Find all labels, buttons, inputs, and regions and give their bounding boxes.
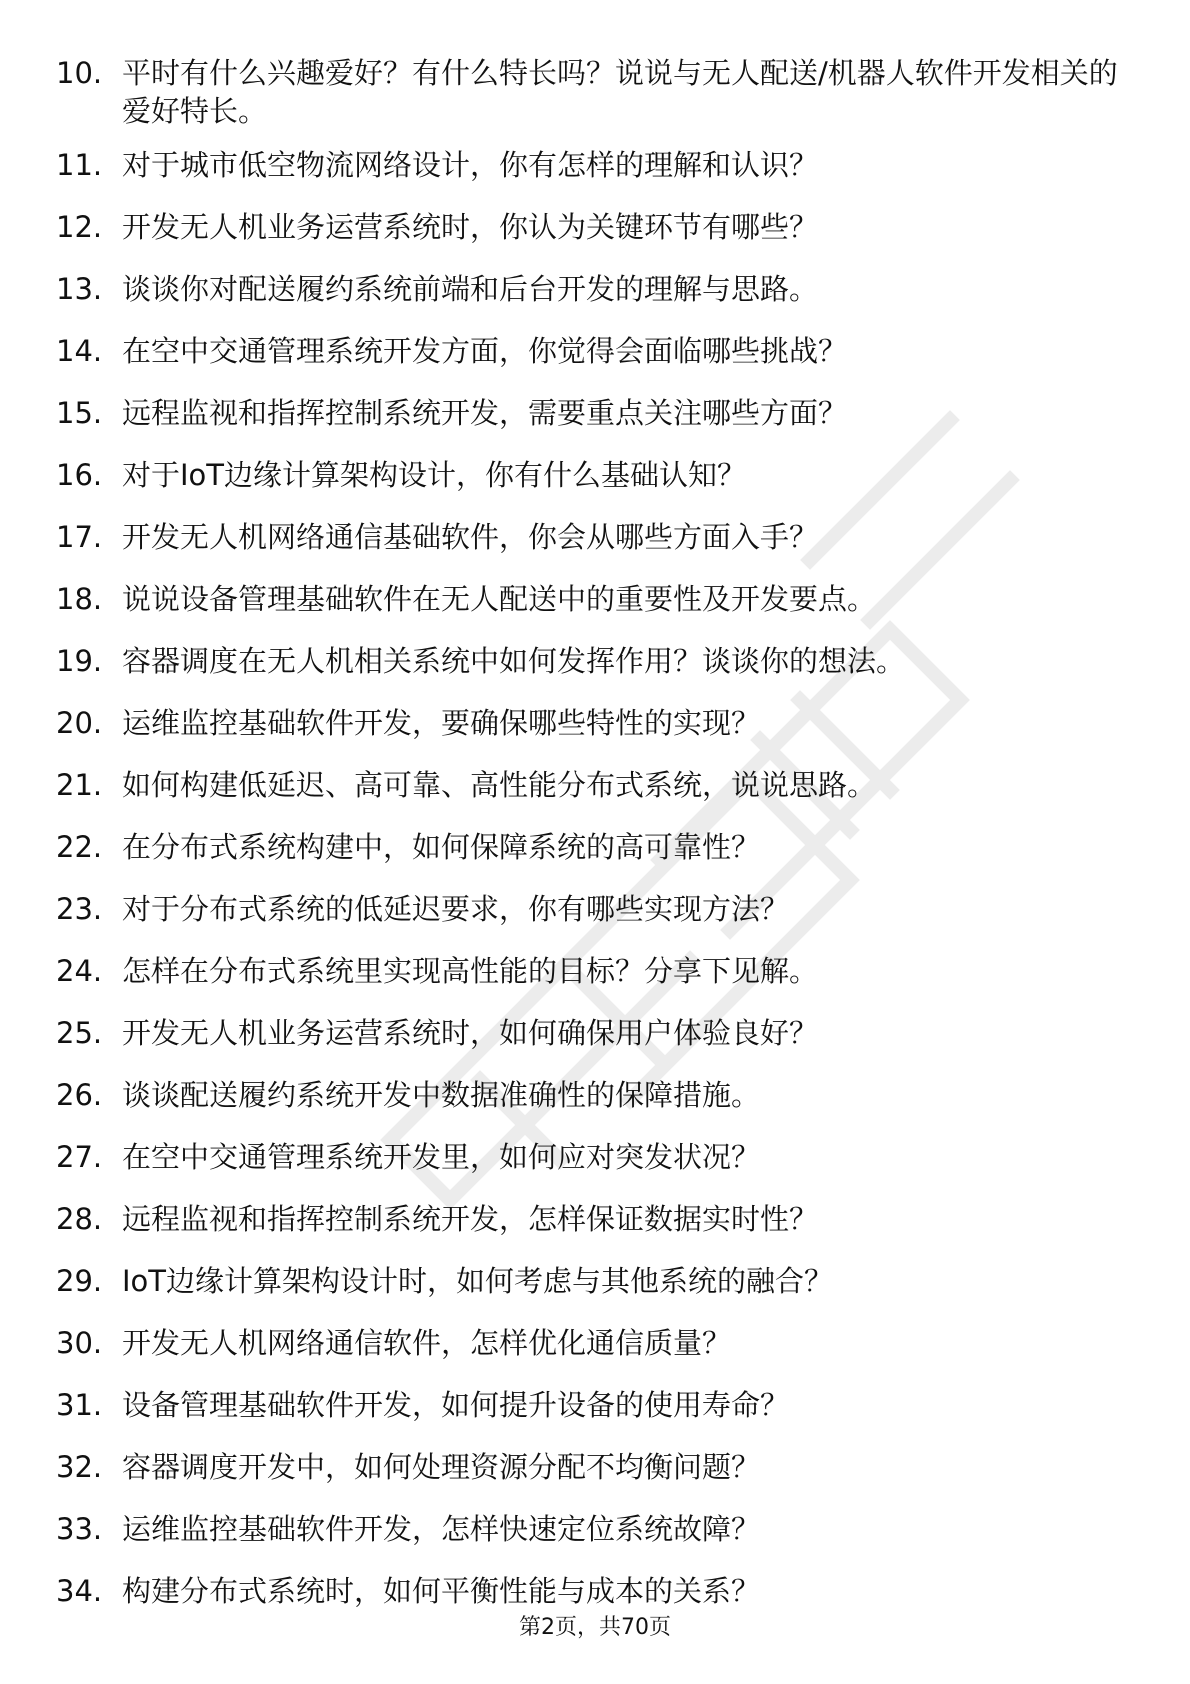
question-number: 12. xyxy=(56,210,103,244)
question-item xyxy=(56,394,1136,432)
question-number: 32. xyxy=(56,1450,103,1484)
question-number: 25. xyxy=(56,1016,103,1050)
question-item xyxy=(56,208,1136,246)
question-item xyxy=(56,704,1136,742)
question-item xyxy=(56,1014,1136,1052)
question-text: 怎样在分布式系统里实现高性能的目标？分享下见解。 xyxy=(122,954,819,988)
question-item xyxy=(56,54,1136,130)
question-text: 构建分布式系统时，如何平衡性能与成本的关系？ xyxy=(122,1574,761,1608)
question-number: 11. xyxy=(56,148,103,182)
question-text: 对于IoT边缘计算架构设计，你有什么基础认知？ xyxy=(122,458,747,492)
question-number: 21. xyxy=(56,768,103,802)
question-item xyxy=(56,1200,1136,1238)
question-item xyxy=(56,1324,1136,1362)
question-item xyxy=(56,1510,1136,1548)
question-text: 在空中交通管理系统开发里，如何应对突发状况？ xyxy=(122,1140,761,1174)
question-list xyxy=(56,54,1136,1634)
question-number: 30. xyxy=(56,1326,103,1360)
question-item xyxy=(56,518,1136,556)
question-item xyxy=(56,1448,1136,1486)
question-item xyxy=(56,1572,1136,1610)
question-text: 谈谈你对配送履约系统前端和后台开发的理解与思路。 xyxy=(122,272,819,306)
question-item xyxy=(56,828,1136,866)
question-number: 22. xyxy=(56,830,103,864)
question-text: 在空中交通管理系统开发方面，你觉得会面临哪些挑战？ xyxy=(122,334,848,368)
question-number: 28. xyxy=(56,1202,103,1236)
question-text: 开发无人机网络通信基础软件，你会从哪些方面入手？ xyxy=(122,520,819,554)
page-indicator: 第2页，共70页 xyxy=(519,1615,671,1640)
question-number: 13. xyxy=(56,272,103,306)
question-item xyxy=(56,642,1136,680)
question-text: 远程监视和指挥控制系统开发，需要重点关注哪些方面？ xyxy=(122,396,848,430)
question-text: 开发无人机网络通信软件，怎样优化通信质量？ xyxy=(122,1326,732,1360)
question-item xyxy=(56,1138,1136,1176)
question-text: 设备管理基础软件开发，如何提升设备的使用寿命？ xyxy=(122,1388,790,1422)
question-number: 15. xyxy=(56,396,103,430)
question-item xyxy=(56,580,1136,618)
question-item xyxy=(56,1262,1136,1300)
question-text: 运维监控基础软件开发，要确保哪些特性的实现？ xyxy=(122,706,761,740)
question-number: 14. xyxy=(56,334,103,368)
question-number: 16. xyxy=(56,458,103,492)
question-text: 对于分布式系统的低延迟要求，你有哪些实现方法？ xyxy=(122,892,790,926)
question-text: 容器调度在无人机相关系统中如何发挥作用？谈谈你的想法。 xyxy=(122,644,906,678)
question-item xyxy=(56,1076,1136,1114)
question-number: 27. xyxy=(56,1140,103,1174)
question-number: 23. xyxy=(56,892,103,926)
question-number: 34. xyxy=(56,1574,103,1608)
question-number: 33. xyxy=(56,1512,103,1546)
question-text: 对于城市低空物流网络设计，你有怎样的理解和认识？ xyxy=(122,148,819,182)
question-item xyxy=(56,952,1136,990)
question-number: 26. xyxy=(56,1078,103,1112)
question-text: 如何构建低延迟、高可靠、高性能分布式系统，说说思路。 xyxy=(122,768,877,802)
question-text: IoT边缘计算架构设计时，如何考虑与其他系统的融合？ xyxy=(122,1264,834,1298)
question-number: 19. xyxy=(56,644,103,678)
question-number: 29. xyxy=(56,1264,103,1298)
question-text: 说说设备管理基础软件在无人配送中的重要性及开发要点。 xyxy=(122,582,877,616)
question-item xyxy=(56,456,1136,494)
question-text: 运维监控基础软件开发，怎样快速定位系统故障？ xyxy=(122,1512,761,1546)
question-text: 平时有什么兴趣爱好？有什么特长吗？说说与无人配送/机器人软件开发相关的爱好特长。 xyxy=(122,56,1118,128)
question-number: 20. xyxy=(56,706,103,740)
question-item xyxy=(56,146,1136,184)
question-item xyxy=(56,890,1136,928)
question-text: 谈谈配送履约系统开发中数据准确性的保障措施。 xyxy=(122,1078,761,1112)
question-item xyxy=(56,332,1136,370)
question-number: 17. xyxy=(56,520,103,554)
question-text: 容器调度开发中，如何处理资源分配不均衡问题？ xyxy=(122,1450,761,1484)
question-text: 开发无人机业务运营系统时，你认为关键环节有哪些？ xyxy=(122,210,819,244)
question-number: 24. xyxy=(56,954,103,988)
page-footer xyxy=(0,1610,1190,1641)
question-item xyxy=(56,1386,1136,1424)
question-text: 开发无人机业务运营系统时，如何确保用户体验良好？ xyxy=(122,1016,819,1050)
question-number: 31. xyxy=(56,1388,103,1422)
question-item xyxy=(56,270,1136,308)
question-item xyxy=(56,766,1136,804)
question-text: 在分布式系统构建中，如何保障系统的高可靠性？ xyxy=(122,830,761,864)
question-number: 10. xyxy=(56,56,103,90)
question-number: 18. xyxy=(56,582,103,616)
question-text: 远程监视和指挥控制系统开发，怎样保证数据实时性？ xyxy=(122,1202,819,1236)
